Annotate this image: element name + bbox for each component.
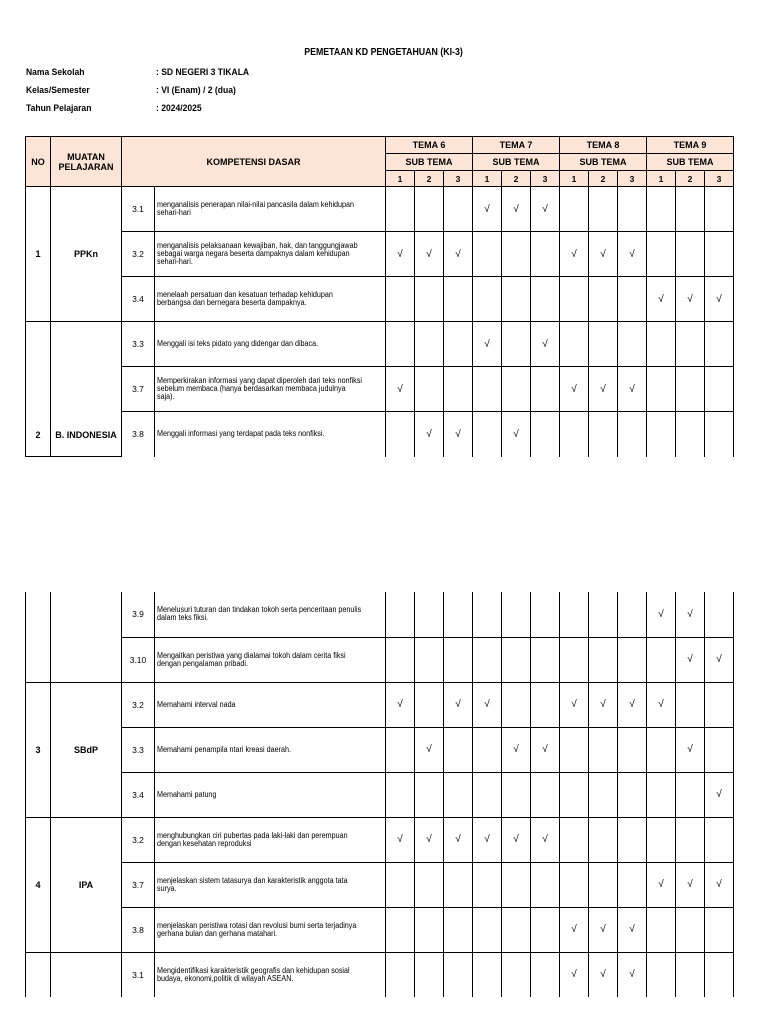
table-row [26,232,734,277]
kd-mapping-table-page1 [25,136,734,457]
check-mark: √ [647,277,676,322]
empty-cell [502,367,531,412]
empty-cell [647,322,676,367]
header-sub-number: 2 [415,171,444,187]
empty-cell [415,682,444,727]
empty-cell [589,817,618,862]
check-mark: √ [386,367,415,412]
row-number [26,952,51,997]
empty-cell [705,682,734,727]
empty-cell [560,592,589,637]
check-mark: √ [560,952,589,997]
empty-cell [444,907,473,952]
table-row [26,727,734,772]
kd-description-text: Memahami interval nada [157,699,236,709]
empty-cell [531,592,560,637]
kd-description-text: Memahami penampila ntari kreasi daerah. [157,744,291,754]
empty-cell [473,907,502,952]
header-sub-number: 3 [705,171,734,187]
empty-cell [560,187,589,232]
check-mark: √ [560,367,589,412]
table-row [26,322,734,367]
empty-cell [676,772,705,817]
check-mark: √ [531,817,560,862]
empty-cell [386,322,415,367]
empty-cell [560,817,589,862]
header-no: NO [26,137,51,187]
empty-cell [560,862,589,907]
empty-cell [473,592,502,637]
empty-cell [531,637,560,682]
kd-description [155,952,386,997]
info-value: : 2024/2025 [156,103,202,114]
empty-cell [589,412,618,457]
empty-cell [560,727,589,772]
kd-code: 3.10 [122,637,155,682]
empty-cell [386,592,415,637]
header-sub-number: 1 [560,171,589,187]
empty-cell [647,907,676,952]
table-row [26,907,734,952]
check-mark: √ [531,187,560,232]
kd-description-text: Menggali isi teks pidato yang didengar dan dibaca. [157,339,319,348]
empty-cell [705,817,734,862]
kd-description-text: Mengaitkan peristiwa yang dialamai tokoh dalam cerita fiksi dengan pengalaman pribadi. [157,650,346,668]
empty-cell [444,187,473,232]
table-row [26,682,734,727]
empty-cell [502,682,531,727]
kd-code: 3.3 [122,322,155,367]
kd-description [155,232,386,277]
table-body [26,592,734,997]
empty-cell [647,412,676,457]
row-number [26,592,51,682]
empty-cell [676,412,705,457]
empty-cell [415,862,444,907]
check-mark: √ [647,862,676,907]
empty-cell [589,637,618,682]
kd-description-text: Memperkirakan informasi yang dapat diperoleh dari teks nonfiksi sebelum membaca (hanya berdasarkan membaca judulnya saja). [157,376,362,401]
info-label: Nama Sekolah [26,67,85,78]
empty-cell [705,727,734,772]
check-mark: √ [589,907,618,952]
empty-cell [444,772,473,817]
check-mark: √ [676,727,705,772]
table-row [26,367,734,412]
kd-description-text: menghubungkan ciri pubertas pada laki-laki dan perempuan dengan kesehatan reproduksi [157,830,348,848]
check-mark: √ [705,772,734,817]
kd-description-text: menelaah persatuan dan kesatuan terhadap kehidupan berbangsa dan bernegara beserta dampaknya. [157,290,333,307]
empty-cell [444,952,473,997]
table-row [26,637,734,682]
check-mark: √ [618,682,647,727]
header-sub-number: 2 [502,171,531,187]
empty-cell [705,412,734,457]
check-mark: √ [705,637,734,682]
header-kompetensi: KOMPETENSI DASAR [122,137,386,187]
empty-cell [473,862,502,907]
empty-cell [531,367,560,412]
header-sub-number: 1 [386,171,415,187]
kd-code: 3.4 [122,277,155,322]
header-sub-number: 3 [618,171,647,187]
empty-cell [705,232,734,277]
empty-cell [647,817,676,862]
empty-cell [705,322,734,367]
empty-cell [560,412,589,457]
empty-cell [618,277,647,322]
empty-cell [531,232,560,277]
empty-cell [502,952,531,997]
empty-cell [705,952,734,997]
kd-code: 3.8 [122,907,155,952]
table-row [26,592,734,637]
empty-cell [502,772,531,817]
check-mark: √ [618,952,647,997]
subject-name: IPA [51,817,122,952]
kd-description [155,862,386,907]
empty-cell [531,907,560,952]
kd-description [155,817,386,862]
check-mark: √ [676,637,705,682]
check-mark: √ [444,412,473,457]
subject-name: PPKn [51,187,122,322]
info-label: Tahun Pelajaran [26,103,92,114]
check-mark: √ [415,232,444,277]
kd-description [155,907,386,952]
check-mark: √ [589,232,618,277]
table-row [26,412,734,457]
empty-cell [676,907,705,952]
empty-cell [415,367,444,412]
header-sub-number: 1 [647,171,676,187]
empty-cell [415,907,444,952]
header-sub-number: 2 [676,171,705,187]
check-mark: √ [502,727,531,772]
empty-cell [560,637,589,682]
kd-code: 3.4 [122,772,155,817]
kd-code: 3.3 [122,727,155,772]
empty-cell [647,772,676,817]
kd-code: 3.8 [122,412,155,457]
header-tema-7: TEMA 7 [473,137,560,154]
kd-code: 3.2 [122,682,155,727]
table-row [26,817,734,862]
kd-description-text: menganalisis pelaksanaan kewajiban, hak, dan tanggungjawab sebagai warga negara beserta dampaknya dalam kehidupan sehari-hari. [157,241,358,266]
empty-cell [502,637,531,682]
empty-cell [415,322,444,367]
kd-description-text: Menelusuri tuturan dan tindakan tokoh serta penceritaan penulis dalam teks fiksi. [157,605,362,623]
kd-code: 3.2 [122,817,155,862]
empty-cell [473,277,502,322]
empty-cell [531,682,560,727]
empty-cell [589,277,618,322]
empty-cell [705,592,734,637]
empty-cell [618,637,647,682]
empty-cell [589,187,618,232]
empty-cell [415,772,444,817]
kd-code: 3.9 [122,592,155,637]
empty-cell [444,367,473,412]
kd-code: 3.1 [122,187,155,232]
check-mark: √ [589,952,618,997]
check-mark: √ [473,682,502,727]
check-mark: √ [676,592,705,637]
empty-cell [647,727,676,772]
empty-cell [676,322,705,367]
kd-mapping-table-page2 [25,592,734,997]
check-mark: √ [589,367,618,412]
header-sub-number: 3 [444,171,473,187]
check-mark: √ [415,412,444,457]
empty-cell [502,277,531,322]
table-row [26,862,734,907]
check-mark: √ [705,862,734,907]
check-mark: √ [444,817,473,862]
empty-cell [444,592,473,637]
kd-code: 3.7 [122,367,155,412]
check-mark: √ [444,232,473,277]
empty-cell [415,277,444,322]
kd-description [155,277,386,322]
empty-cell [386,727,415,772]
empty-cell [618,412,647,457]
kd-description-text: menganalisis penerapan nilai-nilai pancasila dalam kehidupan sehari-hari [157,200,354,217]
empty-cell [589,322,618,367]
empty-cell [618,187,647,232]
empty-cell [473,727,502,772]
empty-cell [589,772,618,817]
empty-cell [676,952,705,997]
kd-description-text: menjelaskan sistem tatasurya dan karakteristik anggota tata surya. [157,875,348,893]
header-muatan: MUATAN PELAJARAN [51,137,122,187]
empty-cell [618,727,647,772]
check-mark: √ [647,682,676,727]
empty-cell [502,907,531,952]
empty-cell [560,322,589,367]
empty-cell [386,862,415,907]
subject-name [51,952,122,997]
header-subtema: SUB TEMA [560,154,647,171]
empty-cell [676,232,705,277]
empty-cell [502,862,531,907]
row-number: 1 [26,187,51,322]
empty-cell [415,637,444,682]
empty-cell [502,322,531,367]
row-number: 3 [26,682,51,817]
check-mark: √ [502,412,531,457]
kd-description [155,322,386,367]
empty-cell [618,322,647,367]
kd-description-text: Mengidentifikasi karakteristik geografis dan kehidupan sosial budaya, ekonomi,politik di wilayah ASEAN. [157,965,350,983]
empty-cell [647,232,676,277]
empty-cell [502,592,531,637]
header-tema-6: TEMA 6 [386,137,473,154]
empty-cell [473,952,502,997]
check-mark: √ [473,817,502,862]
empty-cell [473,232,502,277]
check-mark: √ [386,682,415,727]
empty-cell [589,862,618,907]
page-title: PEMETAAN KD PENGETAHUAN (KI-3) [304,47,463,58]
kd-code: 3.2 [122,232,155,277]
info-value: : SD NEGERI 3 TIKALA [156,67,250,78]
subject-name: SBdP [51,682,122,817]
check-mark: √ [676,277,705,322]
empty-cell [618,592,647,637]
empty-cell [560,277,589,322]
empty-cell [502,232,531,277]
empty-cell [386,412,415,457]
empty-cell [618,817,647,862]
kd-description [155,727,386,772]
empty-cell [560,772,589,817]
header-sub-number: 2 [589,171,618,187]
check-mark: √ [473,187,502,232]
empty-cell [676,817,705,862]
check-mark: √ [473,322,502,367]
table-row [26,277,734,322]
header-sub-number: 3 [531,171,560,187]
check-mark: √ [531,727,560,772]
empty-cell [473,637,502,682]
table-row [26,952,734,997]
check-mark: √ [415,817,444,862]
check-mark: √ [560,907,589,952]
empty-cell [386,187,415,232]
kd-code: 3.1 [122,952,155,997]
check-mark: √ [386,232,415,277]
empty-cell [531,952,560,997]
check-mark: √ [502,187,531,232]
kd-description [155,367,386,412]
empty-cell [676,367,705,412]
table-row [26,187,734,232]
kd-description-text: Menggali informasi yang terdapat pada teks nonfiksi. [157,429,325,439]
empty-cell [444,277,473,322]
empty-cell [531,277,560,322]
empty-cell [705,907,734,952]
kd-description [155,682,386,727]
empty-cell [444,727,473,772]
kd-code: 3.7 [122,862,155,907]
check-mark: √ [589,682,618,727]
row-number: 4 [26,817,51,952]
empty-cell [444,322,473,367]
empty-cell [444,637,473,682]
check-mark: √ [560,682,589,727]
empty-cell [415,952,444,997]
kd-description-text: Memahami patung [157,789,217,799]
empty-cell [386,907,415,952]
info-value: : VI (Enam) / 2 (dua) [156,85,236,96]
empty-cell [473,367,502,412]
check-mark: √ [444,682,473,727]
empty-cell [647,637,676,682]
empty-cell [676,187,705,232]
check-mark: √ [415,727,444,772]
subject-name [51,592,122,682]
empty-cell [676,682,705,727]
empty-cell [444,862,473,907]
empty-cell [531,862,560,907]
info-label: Kelas/Semester [26,85,90,96]
empty-cell [473,412,502,457]
header-subtema: SUB TEMA [647,154,734,171]
check-mark: √ [618,367,647,412]
empty-cell [705,367,734,412]
kd-description [155,412,386,457]
empty-cell [647,187,676,232]
empty-cell [531,412,560,457]
empty-cell [589,592,618,637]
check-mark: √ [502,817,531,862]
empty-cell [386,277,415,322]
kd-description-text: menjelaskan peristiwa rotasi dan revolusi bumi serta terjadinya gerhana bulan dan gerhana matahari. [157,920,357,938]
kd-description [155,187,386,232]
empty-cell [386,772,415,817]
empty-cell [386,952,415,997]
check-mark: √ [705,277,734,322]
empty-cell [618,862,647,907]
empty-cell [647,952,676,997]
empty-cell [415,592,444,637]
empty-cell [531,772,560,817]
header-subtema: SUB TEMA [386,154,473,171]
empty-cell [618,772,647,817]
row-number: 2 [26,322,51,457]
kd-description [155,592,386,637]
kd-description [155,637,386,682]
empty-cell [647,367,676,412]
header-subtema: SUB TEMA [473,154,560,171]
empty-cell [473,772,502,817]
check-mark: √ [618,232,647,277]
subject-name: B. INDONESIA [51,322,122,457]
kd-description [155,772,386,817]
header-tema-9: TEMA 9 [647,137,734,154]
check-mark: √ [647,592,676,637]
header-tema-8: TEMA 8 [560,137,647,154]
check-mark: √ [618,907,647,952]
header-sub-number: 1 [473,171,502,187]
check-mark: √ [386,817,415,862]
empty-cell [386,637,415,682]
check-mark: √ [531,322,560,367]
check-mark: √ [560,232,589,277]
check-mark: √ [676,862,705,907]
table-row [26,772,734,817]
empty-cell [589,727,618,772]
empty-cell [415,187,444,232]
empty-cell [705,187,734,232]
table-body [26,187,734,457]
